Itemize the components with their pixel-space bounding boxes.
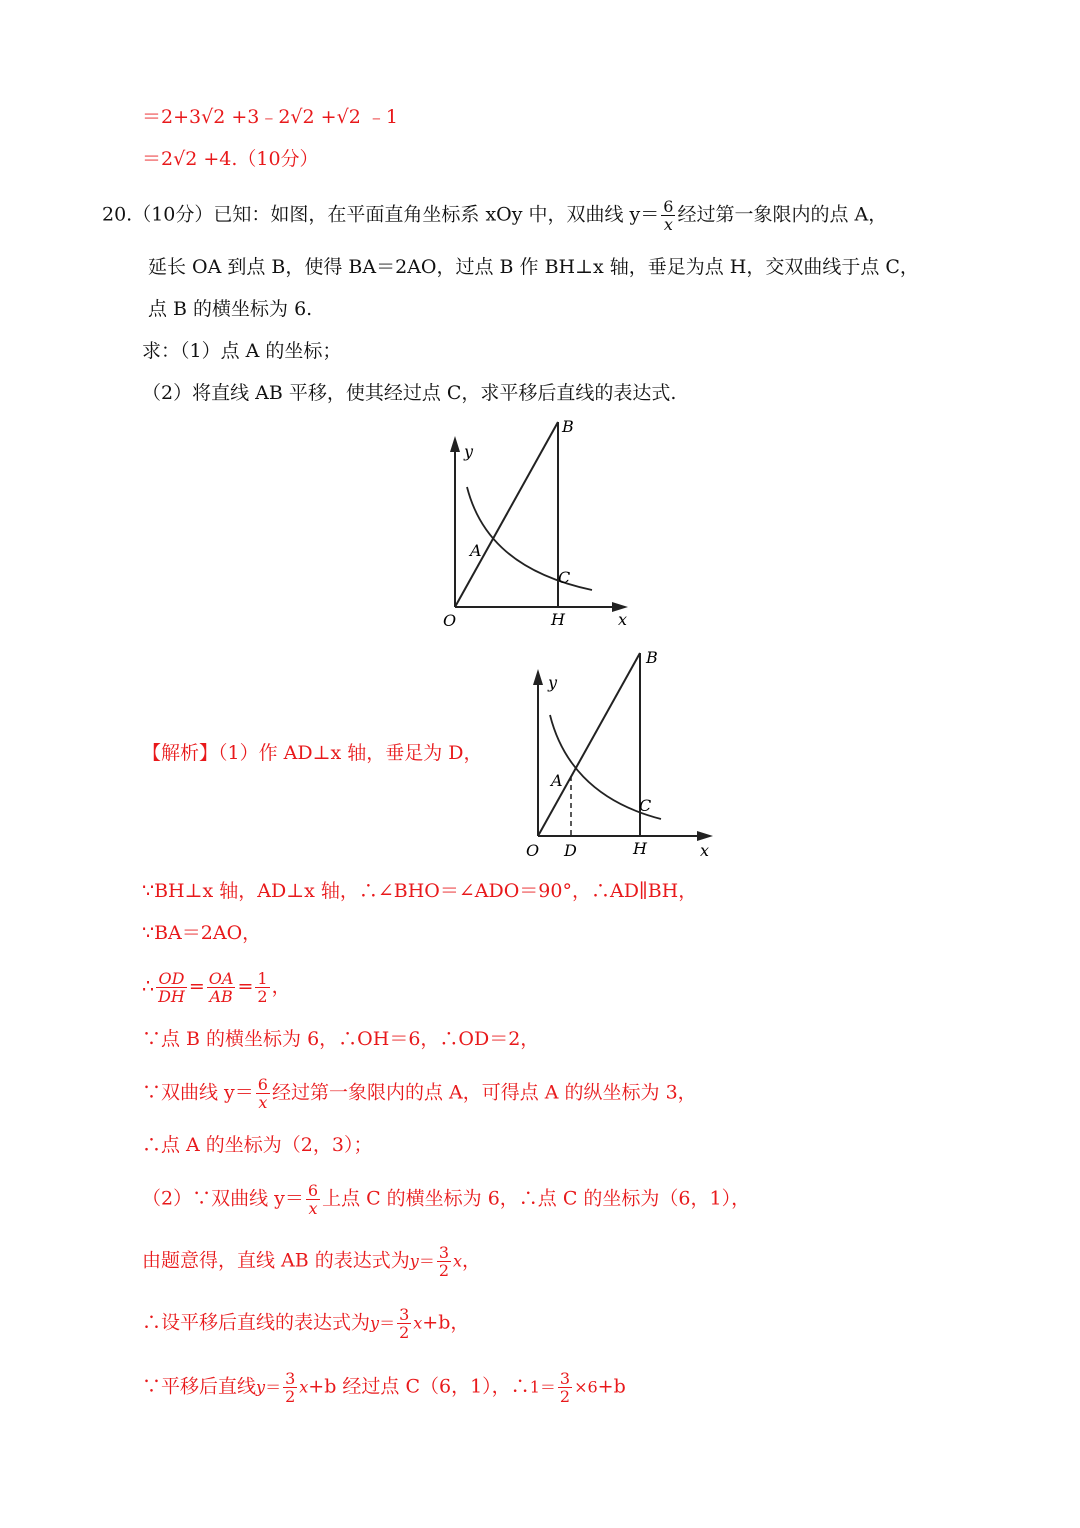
fraction-denominator: x	[306, 1199, 320, 1217]
number-one: 1	[529, 1377, 540, 1397]
label-c: C	[558, 568, 571, 587]
fraction-numerator: 6	[307, 1181, 319, 1200]
solution-step-11b: +b 经过点 C（6，1），∴	[308, 1375, 530, 1398]
solution-line-2: ∵BH⊥x 轴，AD⊥x 轴，∴∠BHO＝∠ADO＝90°，∴AD∥BH，	[142, 880, 698, 902]
slope-fraction	[558, 1370, 572, 1405]
comma: ，	[271, 975, 291, 998]
therefore-symbol: ∴	[142, 975, 155, 998]
hyperbola-fraction	[306, 1182, 320, 1217]
ratio-one-half	[255, 970, 269, 1005]
solution-line-8	[142, 1182, 750, 1217]
solution-line-1	[142, 738, 483, 768]
var-y: y	[256, 1377, 266, 1397]
solution-line-11	[142, 1370, 626, 1405]
solution-step-10a: ∴设平移后直线的表达式为	[142, 1311, 371, 1334]
prev-solution-score: .（10分）	[231, 148, 319, 170]
equals: ＝	[379, 1313, 396, 1333]
solution-line-7: ∴点 A 的坐标为（2，3）；	[142, 1134, 373, 1156]
prev-solution-line-2	[142, 144, 319, 174]
label-x: x	[700, 841, 710, 860]
solution-line-6	[142, 1076, 697, 1111]
equals: ＝	[539, 1377, 556, 1397]
label-a: A	[551, 771, 563, 790]
equals: ＝	[265, 1377, 282, 1397]
solution-line-4: ∴ $\frac{OD}{DH}$ = $\frac{OA}{AB}$ = $\frac{1}{2}$ ，	[142, 969, 291, 1006]
label-o: O	[443, 611, 457, 630]
hyperbola-fraction	[661, 198, 675, 233]
question-score: （10分）	[132, 203, 214, 226]
solution-step-11c: +b	[597, 1375, 626, 1398]
label-x: x	[618, 610, 628, 629]
fraction-denominator: 2	[438, 1261, 450, 1280]
hyperbola-fraction	[256, 1076, 270, 1111]
slope-fraction	[437, 1244, 451, 1279]
var-x: x	[413, 1313, 423, 1333]
fraction-denominator: AB	[207, 987, 236, 1005]
figure-1	[430, 412, 640, 634]
solution-step-6a: ∵双曲线 y＝	[142, 1081, 254, 1104]
var-x: x	[453, 1251, 463, 1271]
slope-fraction	[283, 1370, 297, 1405]
solution-step-10b: +b，	[422, 1311, 470, 1334]
question-number: 20.	[102, 203, 133, 226]
prev-solution-line-1: ＝2+3√2 +3﹣2√2 +√2 ﹣1	[142, 106, 398, 128]
fraction-numerator: 3	[285, 1369, 296, 1388]
question-ask-1: 求：（1）点 A 的坐标；	[142, 340, 342, 362]
solution-step-11a: ∵平移后直线	[142, 1375, 257, 1398]
times-six: ×6	[574, 1377, 598, 1397]
comma: ，	[462, 1249, 482, 1272]
x-axis-arrow	[697, 831, 713, 841]
fraction-numerator: 3	[399, 1305, 410, 1324]
var-x: x	[299, 1377, 309, 1397]
solution-step-6b: 经过第一象限内的点 A，可得点 A 的纵坐标为 3，	[271, 1081, 697, 1104]
question-stem-1a: 已知：如图，在平面直角坐标系 xOy 中，双曲线 y＝	[213, 203, 660, 226]
ratio-oa-ab	[207, 970, 236, 1005]
solution-step-8b: 上点 C 的横坐标为 6，∴点 C 的坐标为（6，1），	[322, 1187, 751, 1210]
slope-fraction	[397, 1306, 411, 1341]
fraction-numerator: 3	[559, 1369, 571, 1388]
solution-step-8a: （2）∵双曲线 y＝	[142, 1187, 304, 1210]
question-stem-line-2: 延长 OA 到点 B，使得 BA＝2AO，过点 B 作 BH⊥x 轴，垂足为点 H，交双曲线于点 C，	[148, 256, 919, 278]
label-h: H	[633, 839, 647, 858]
fraction-numerator: OA	[208, 969, 234, 988]
fraction-denominator: x	[256, 1093, 270, 1111]
y-axis-arrow	[533, 669, 543, 685]
solution-line-5: ∵点 B 的横坐标为 6，∴OH＝6，∴OD＝2，	[142, 1028, 540, 1050]
label-o: O	[526, 841, 540, 860]
label-c: C	[639, 796, 652, 815]
fraction-numerator: 1	[257, 969, 268, 988]
hyperbola-curve	[467, 487, 592, 590]
label-b: B	[562, 417, 574, 436]
question-stem-1b: 经过第一象限内的点 A，	[677, 203, 888, 226]
fraction-denominator: 2	[399, 1323, 410, 1342]
label-y: y	[548, 673, 558, 692]
fraction-denominator: DH	[158, 987, 185, 1006]
solution-line-9	[142, 1244, 481, 1279]
label-y: y	[464, 442, 474, 461]
label-b: B	[646, 648, 658, 667]
question-stem-line-3: 点 B 的横坐标为 6.	[148, 298, 313, 320]
fraction-denominator: 2	[285, 1387, 296, 1406]
var-y: y	[409, 1251, 419, 1271]
prev-solution-expr: ＝2√2 +4	[142, 148, 232, 170]
figure-2	[515, 643, 725, 865]
y-axis-arrow	[450, 436, 460, 452]
solution-step-9a: 由题意得，直线 AB 的表达式为	[142, 1249, 410, 1272]
equals: ＝	[418, 1251, 435, 1271]
fraction-numerator: 6	[257, 1075, 268, 1094]
label-d: D	[564, 841, 577, 860]
solution-line-3: ∵BA＝2AO，	[142, 922, 262, 944]
fraction-numerator: OD	[158, 969, 185, 988]
fraction-numerator: 3	[438, 1243, 450, 1262]
solution-step-1: （1）作 AD⊥x 轴，垂足为 D，	[218, 742, 483, 764]
ratio-od-dh	[156, 970, 187, 1005]
var-y: y	[370, 1313, 380, 1333]
label-a: A	[470, 541, 482, 560]
fraction-denominator: 2	[559, 1387, 571, 1406]
question-stem-line-1	[102, 198, 887, 233]
solution-tag: 【解析】	[142, 742, 219, 764]
fraction-numerator: 6	[663, 197, 674, 216]
label-h: H	[551, 610, 565, 629]
question-ask-2: （2）将直线 AB 平移，使其经过点 C，求平移后直线的表达式.	[142, 382, 677, 404]
fraction-denominator: 2	[257, 987, 268, 1006]
fraction-denominator: x	[661, 215, 675, 233]
solution-line-10	[142, 1306, 469, 1341]
